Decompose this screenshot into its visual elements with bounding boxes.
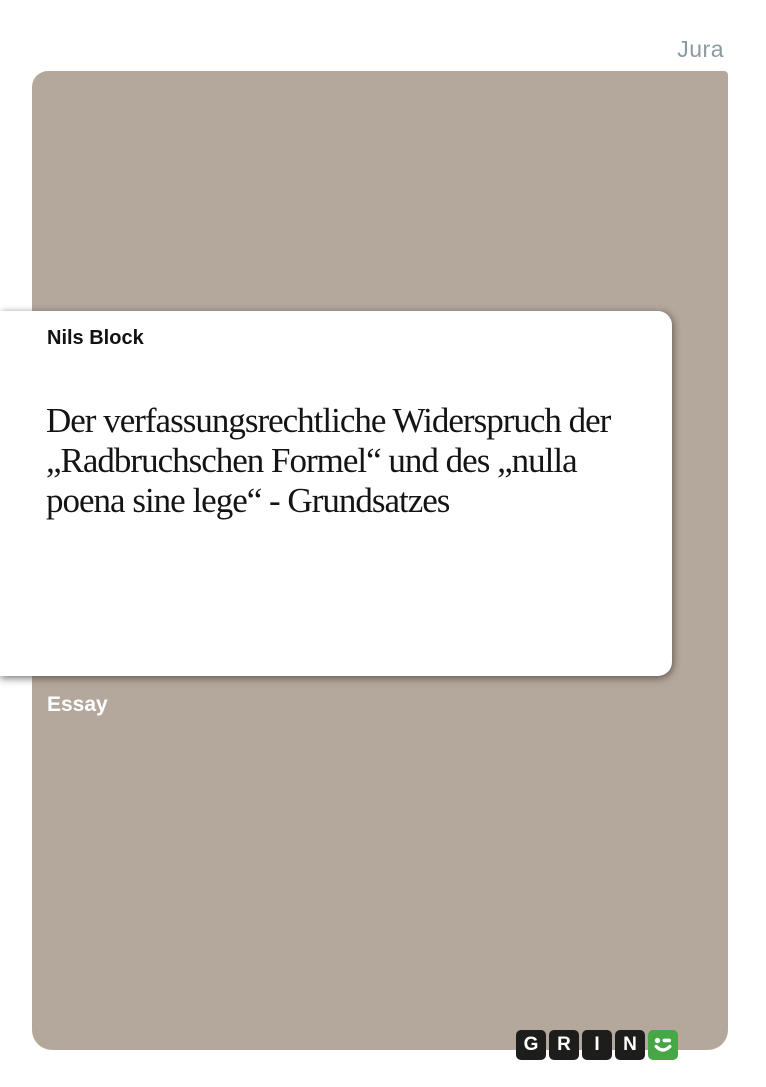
title-line: „Radbruchschen Formel“ und des „nulla <box>46 441 577 480</box>
logo-letter-tile: N <box>615 1030 645 1060</box>
category-label: Jura <box>677 36 724 62</box>
document-type-label: Essay <box>47 693 108 716</box>
author-name: Nils Block <box>47 327 144 349</box>
logo-letter-tile: R <box>549 1030 579 1060</box>
title-line: Der verfassungsrechtliche Widerspruch der <box>46 401 611 440</box>
winking-smiley-icon <box>648 1030 678 1060</box>
logo-letter-tile: G <box>516 1030 546 1060</box>
logo-letter-tile: I <box>582 1030 612 1060</box>
title-card <box>0 311 672 676</box>
title-line: poena sine lege“ - Grundsatzes <box>46 481 450 520</box>
grin-logo <box>516 1030 678 1060</box>
book-title <box>46 401 610 521</box>
